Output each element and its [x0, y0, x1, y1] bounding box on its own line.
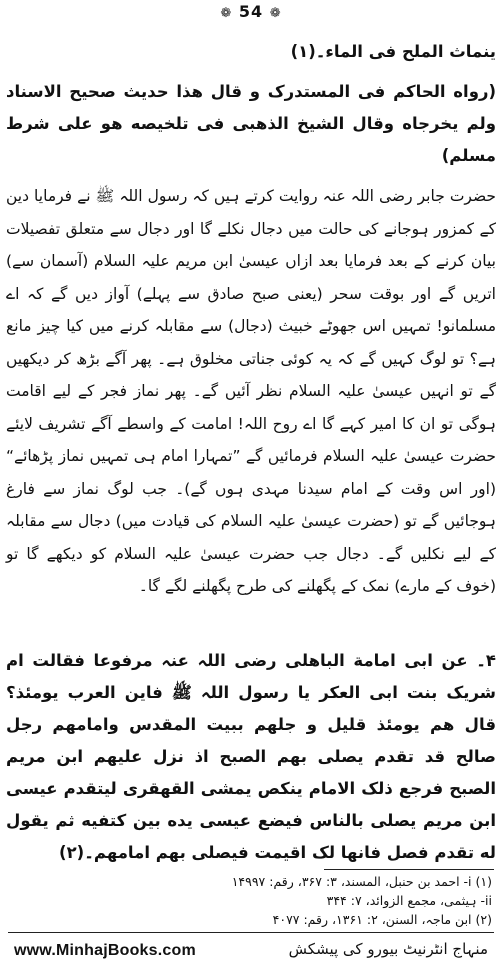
footnote-1-ii: ii- ہیثمی، مجمع الزوائد، ۷: ۳۴۴	[326, 893, 492, 908]
footnote-separator	[324, 869, 494, 870]
footer-separator	[8, 932, 494, 933]
footnote-2: (۲) ابن ماجہ، السنن، ۲: ۱۳۶۱، رقم: ۴۰۷۷	[272, 912, 492, 927]
footnote-1: (۱) i- احمد بن حنبل، المسند، ۳: ۳۶۷، رقم: ۱۴۹۹۷	[231, 874, 492, 889]
urdu-translation: حضرت جابر رضی اللہ عنہ روایت کرتے ہیں کہ رسول اللہ ﷺ نے فرمایا دین کے کمزور ہوجانے کی حالت میں دجال نکلے گا اور دجال سے متعلق تفصیلات بیان کرنے کے بعد فرمایا بعد ازاں عیسیٰ ابن مریم علیہ السلام (آسمان سے) اتریں گے اور بوقت سحر (یعنی صبح صادق سے پہلے) آواز دیں گے کہ اے مسلمانو! تمہیں اس جھوٹے خبیث (دجال) سے مقابلہ کرنے میں کیا چیز مانع ہے؟ تو لوگ کہیں گے کہ یہ کوئی جناتی مخلوق ہے۔ پھر آگے بڑھ کر دیکھیں گے تو انہیں عیسیٰ علیہ السلام نظر آئیں گے۔ پھر نماز فجر کے لیے اقامت ہوگی تو ان کا امیر کہے گا اے روح اللہ! امامت کے واسطے آگے تشریف لایئے حضرت عیسیٰ علیہ السلام فرمائیں گے ”تمہارا امام ہی تمہیں نماز پڑھائے“ (اور اس وقت کے امام سیدنا مہدی ہوں گے)۔ جب لوگ نماز سے فارغ ہوجائیں گے تو (حضرت عیسیٰ علیہ السلام کی قیادت میں) دجال سے مقابلہ کے لیے نکلیں گے۔ دجال جب حضرت عیسیٰ علیہ السلام کو دیکھے گا تو (خوف کے مارے) نمک کے پگھلنے کی طرح پگھلنے لگے گا۔	[6, 187, 496, 595]
page-footer	[0, 938, 502, 968]
page-header	[0, 2, 502, 30]
arabic-source-text: (رواه الحاكم فی المستدرک و قال هذا حدیث صحیح الاسناد ولم یخرجاه وقال الشیخ الذهبی فی تلخیصه هو علی شرط مسلم)	[6, 82, 496, 165]
arabic-title-line: ینماث الملح فی الماء۔(۱)	[290, 42, 496, 61]
page-number: 54	[238, 2, 264, 21]
ornament-left-icon: ❁	[220, 6, 233, 21]
footnotes	[22, 872, 492, 929]
footer-website-link[interactable]: www.MinhajBooks.com	[14, 942, 196, 959]
ornament-right-icon: ❁	[269, 6, 282, 21]
footer-publisher: منہاج انٹرنیٹ بیورو کی پیشکش	[288, 940, 488, 958]
hadith-4-arabic: ۴۔ عن ابی امامة الباهلی رضی اللہ عنہ مرفوعا فقالت ام شریک بنت ابی العكر یا رسول اللہ ﷺ فاین العرب یومئذ؟ قال هم یومئذ قلیل و جلهم ببیت المقدس وامامهم رجل صالح قد تقدم یصلی بهم الصبح اذ نزل علیهم ابن مریم الصبح فرجع ذلک الامام ینكص یمشی القهقری لیتقدم عیسی ابن مریم یصلی بالناس فیضع عیسی یده بین كتفیه ثم یقول له تقدم فصل فانها لک اقیمت فیصلی بهم امامهم۔(۲)	[6, 650, 496, 862]
main-text	[6, 36, 496, 869]
page-number-badge	[220, 2, 281, 21]
